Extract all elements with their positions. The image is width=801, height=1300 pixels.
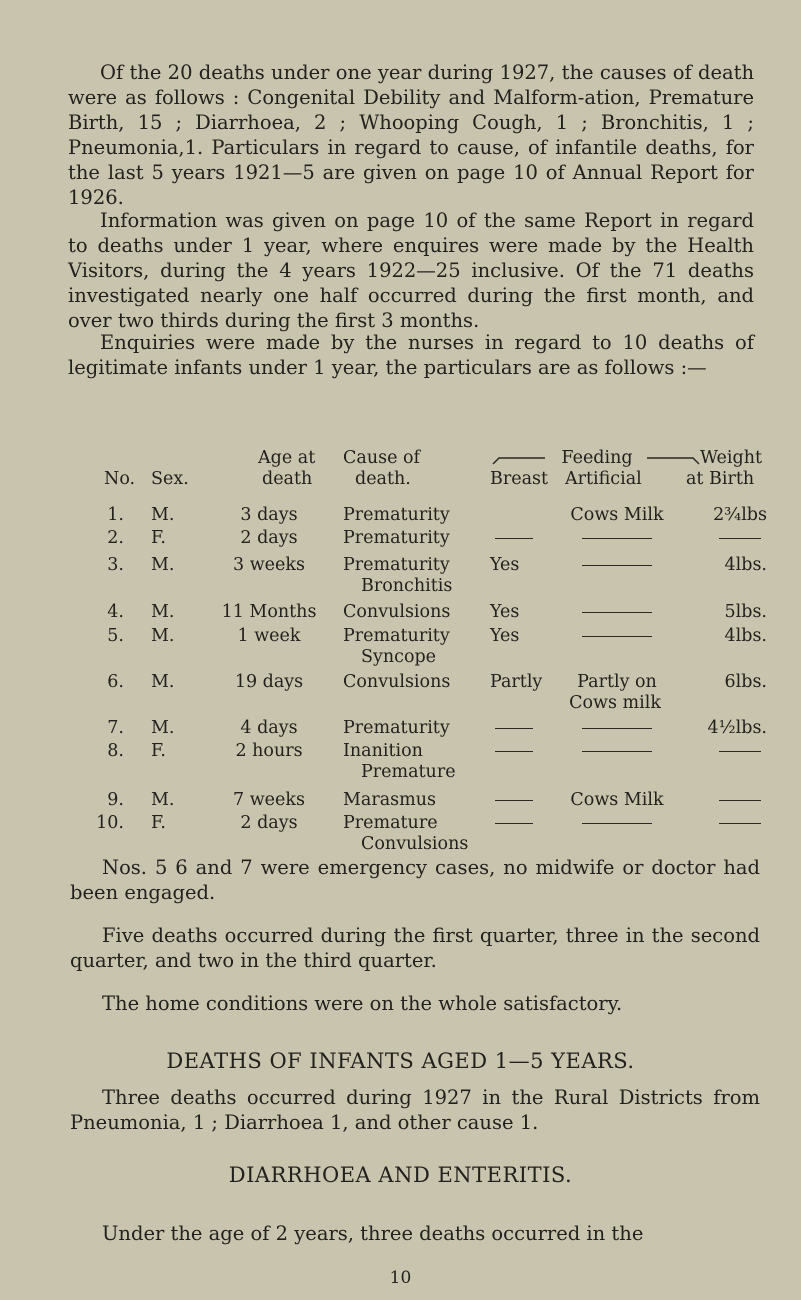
row-number: 10. — [96, 813, 124, 833]
header-weight-line2: at Birth — [686, 469, 755, 489]
row-breast-dash — [495, 751, 533, 752]
row-cause: Convulsions — [343, 672, 451, 692]
header-breast: Breast — [490, 469, 549, 489]
row-sex: M. — [151, 505, 175, 525]
feeding-label: Feeding — [561, 448, 633, 468]
header-cause-line2: death. — [355, 469, 411, 489]
row-cause: Convulsions — [361, 834, 469, 854]
row-number: 8. — [107, 741, 124, 761]
row-age: 2 hours — [235, 741, 303, 761]
row-breast: Partly — [490, 672, 543, 692]
header-weight-line1: Weight — [700, 448, 763, 468]
row-age: 19 days — [234, 672, 304, 692]
row-breast-dash — [495, 728, 533, 729]
row-breast: Yes — [490, 555, 520, 575]
row-artificial: Cows Milk — [570, 790, 664, 810]
row-cause: Prematurity — [343, 528, 450, 548]
row-breast-dash — [495, 823, 533, 824]
row-artificial: Cows Milk — [570, 505, 664, 525]
row-sex: M. — [151, 718, 175, 738]
row-number: 6. — [107, 672, 124, 692]
row-breast: Yes — [490, 602, 520, 622]
row-artificial-dash — [582, 751, 652, 752]
row-sex: F. — [151, 528, 166, 548]
row-weight-dash — [719, 751, 761, 752]
row-cause: Syncope — [361, 647, 437, 667]
row-weight-dash — [719, 800, 761, 801]
header-cause-line1: Cause of — [343, 448, 421, 468]
row-weight: 5lbs. — [724, 602, 767, 622]
row-artificial: Cows milk — [569, 693, 661, 713]
row-artificial-dash — [582, 823, 652, 824]
row-cause: Prematurity — [343, 718, 450, 738]
heading-deaths-infants: DEATHS OF INFANTS AGED 1—5 YEARS. — [166, 1049, 635, 1073]
row-breast-dash — [495, 538, 533, 539]
row-weight: 6lbs. — [724, 672, 767, 692]
row-artificial-dash — [582, 728, 652, 729]
row-age: 3 weeks — [233, 555, 305, 575]
row-age: 4 days — [240, 718, 298, 738]
row-sex: M. — [151, 790, 175, 810]
row-cause: Marasmus — [343, 790, 436, 810]
row-weight: 4lbs. — [724, 626, 767, 646]
paragraph-under-two: Under the age of 2 years, three deaths occurred in the — [102, 1222, 644, 1245]
row-number: 5. — [107, 626, 124, 646]
row-cause: Convulsions — [343, 602, 451, 622]
row-cause: Prematurity — [343, 505, 450, 525]
row-weight: 2¾lbs — [713, 505, 767, 525]
row-number: 2. — [107, 528, 124, 548]
paragraph-causes-of-death: Of the 20 deaths under one year during 1927, the causes of death were as follows : Congenital Debility and Malform-ation, Premature Birth, 15 ; Diarrhoea, 2 ; Whooping Cough, 1 ; Bronchitis, 1 ; Pneumonia,1. Particulars in regard to cause, of infantile deaths, for the last 5 years 1921—5 are given on page 10 of Annual Report for 1926. — [68, 61, 754, 209]
row-breast-dash — [495, 800, 533, 801]
row-cause: Prematurity — [343, 626, 450, 646]
row-age: 2 days — [240, 813, 298, 833]
paragraph-home-conditions: The home conditions were on the whole satisfactory. — [102, 992, 623, 1015]
paragraph-emergency-cases: Nos. 5 6 and 7 were emergency cases, no midwife or doctor had been engaged. — [70, 856, 760, 904]
header-no: No. — [104, 469, 136, 489]
row-artificial-dash — [582, 636, 652, 637]
row-cause: Prematurity — [343, 555, 450, 575]
paragraph-health-visitors: Information was given on page 10 of the same Report in regard to deaths under 1 year, where enquires were made by the Health Visitors, during the 4 years 1922—25 inclusive. Of the 71 deaths investigated nearly one half occurred during the first month, and over two thirds during the first 3 months. — [68, 209, 754, 332]
row-weight-dash — [719, 538, 761, 539]
row-number: 3. — [107, 555, 124, 575]
row-age: 1 week — [237, 626, 301, 646]
paragraph-quarters: Five deaths occurred during the first quarter, three in the second quarter, and two in the third quarter. — [70, 924, 760, 972]
row-weight-dash — [719, 823, 761, 824]
row-cause: Premature — [343, 813, 438, 833]
row-age: 7 weeks — [233, 790, 305, 810]
row-number: 9. — [107, 790, 124, 810]
row-number: 7. — [107, 718, 124, 738]
header-sex: Sex. — [151, 469, 189, 489]
row-breast: Yes — [490, 626, 520, 646]
heading-diarrhoea: DIARRHOEA AND ENTERITIS. — [228, 1163, 573, 1187]
row-number: 1. — [107, 505, 124, 525]
row-sex: M. — [151, 672, 175, 692]
row-sex: F. — [151, 813, 166, 833]
row-sex: F. — [151, 741, 166, 761]
row-age: 3 days — [240, 505, 298, 525]
row-weight: 4½lbs. — [707, 718, 767, 738]
row-artificial-dash — [582, 565, 652, 566]
page-number: 10 — [389, 1268, 412, 1288]
row-sex: M. — [151, 602, 175, 622]
row-sex: M. — [151, 626, 175, 646]
row-cause: Bronchitis — [361, 576, 453, 596]
header-age-line1: Age at — [258, 448, 316, 468]
row-artificial-dash — [582, 538, 652, 539]
row-artificial: Partly on — [577, 672, 657, 692]
row-artificial-dash — [582, 612, 652, 613]
row-age: 2 days — [240, 528, 298, 548]
row-age: 11 Months — [221, 602, 317, 622]
header-artificial: Artificial — [565, 469, 642, 489]
paragraph-rural-districts: Three deaths occurred during 1927 in the Rural Districts from Pneumonia, 1 ; Diarrhoea 1, and other cause 1. — [70, 1086, 760, 1134]
paragraph-enquiries: Enquiries were made by the nurses in regard to 10 deaths of legitimate infants under 1 year, the particulars are as follows :— — [68, 331, 754, 379]
row-weight: 4lbs. — [724, 555, 767, 575]
row-cause: Premature — [361, 762, 456, 782]
row-number: 4. — [107, 602, 124, 622]
row-cause: Inanition — [343, 741, 423, 761]
row-sex: M. — [151, 555, 175, 575]
header-age-line2: death — [262, 469, 313, 489]
